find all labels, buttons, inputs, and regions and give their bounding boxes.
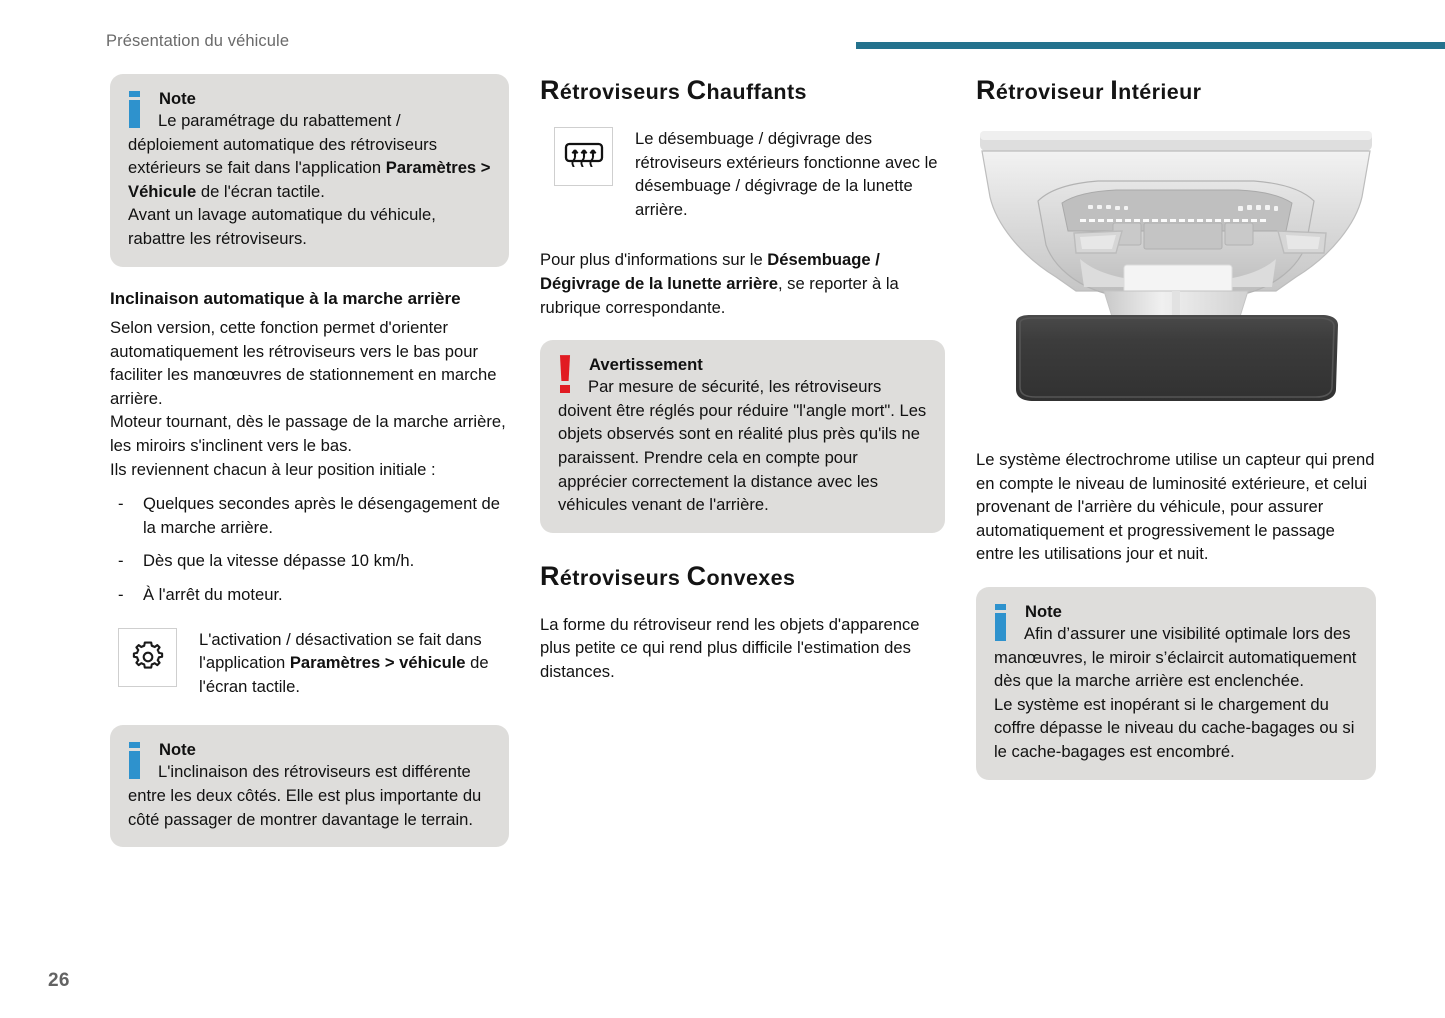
middle-column [540, 74, 945, 684]
left-column [110, 74, 509, 847]
paragraph-bold: Désembuage / Dégivrage de la lunette arrière [540, 250, 880, 293]
note-callout-tilt-difference [110, 725, 509, 847]
warning-callout-blind-spot [540, 340, 945, 533]
callout-label: Note [1025, 601, 1062, 621]
info-icon [995, 604, 1006, 641]
callout-text: L'inclinaison des rétroviseurs est différente entre les deux côtés. Elle est plus importante du côté passager de montrer davantage le terrain. [128, 762, 482, 829]
gear-icon [128, 637, 168, 677]
pictogram-text: Le désembuage / dégivrage des rétroviseurs extérieurs fonctionne avec le désembuage / dégivrage de la lunette arrière. [635, 129, 938, 219]
paragraph-electrochromic: Le système électrochrome utilise un capteur qui prend en compte le niveau de luminosité extérieure, et celui provenant de l'arrière du véhicule, pour assurer automatiquement et progressivement le passage entre les utilisations jour et nuit. [976, 450, 1375, 564]
list-item: - Dès que la vitesse dépasse 10 km/h. [110, 549, 509, 573]
pictogram-text-tail: de l'écran tactile. [199, 653, 489, 696]
right-column [976, 74, 1376, 780]
pictogram-text [199, 628, 509, 699]
note-callout-mirror-folding [110, 74, 509, 267]
pictogram-row-settings [110, 628, 509, 699]
pictogram-frame [118, 628, 177, 687]
pictogram-row-defrost [540, 127, 945, 221]
callout-text [128, 109, 491, 203]
header-title: Présentation du véhicule [106, 32, 290, 50]
pictogram-text-bold: Paramètres > véhicule [289, 653, 466, 673]
paragraph-auto-tilt-2: Moteur tournant, dès le passage de la marche arrière, les miroirs s'inclinent vers le bas. [110, 412, 506, 456]
info-icon [129, 91, 140, 128]
return-conditions-list [110, 492, 509, 606]
paragraph-part: Pour plus d'informations sur le [540, 250, 768, 270]
content-columns [110, 74, 1375, 847]
section-title-convex-mirrors: Rétroviseurs Convexes [540, 560, 796, 591]
callout-label: Avertissement [589, 355, 703, 375]
paragraph-auto-tilt-3: Ils reviennent chacun à leur position initiale : [110, 459, 436, 479]
info-icon [129, 742, 140, 779]
callout-text-bold: Paramètres > Véhicule [128, 158, 491, 201]
callout-text-part: Le paramétrage du rabattement / déploiement automatique des rétroviseurs extérieurs se fait dans l'application [128, 111, 438, 178]
list-item: - À l'arrêt du moteur. [110, 583, 509, 607]
paragraph-tail: , se reporter à la rubrique correspondante. [540, 273, 899, 317]
callout-text: Afin d’assurer une visibilité optimale lors des manœuvres, le miroir s’éclaircit automatiquement dès que la marche arrière est enclenchée. [994, 623, 1357, 691]
paragraph-defrost-reference [540, 248, 945, 319]
callout-text-2: Le système est inopérant si le chargement du coffre dépasse le niveau du cache-bagages ou si le cache-bagages est encombré. [994, 694, 1355, 761]
note-callout-visibility [976, 587, 1376, 780]
pictogram-text-part: L'activation / désactivation se fait dans l'application [199, 629, 482, 673]
mirror-figure-svg [976, 127, 1376, 437]
callout-text-2: Avant un lavage automatique du véhicule, rabattre les rétroviseurs. [128, 205, 436, 248]
header-accent-rule [856, 42, 1445, 49]
callout-label: Note [159, 89, 196, 108]
paragraph-convex: La forme du rétroviseur rend les objets d'apparence plus petite ce qui rend plus difficile l'estimation des distances. [540, 614, 920, 681]
section-title-interior-mirror: Rétroviseur Intérieur [976, 75, 1202, 105]
callout-text: Par mesure de sécurité, les rétroviseurs doivent être réglés pour réduire "l'angle mort". Les objets observés sont en réalité plus près qu'ils ne paraissent. Prendre cela en compte pour apprécier correctement la distance avec les véhicules venant de l'arrière. [558, 377, 927, 515]
pictogram-frame [554, 127, 613, 186]
callout-label: Note [159, 740, 196, 760]
list-item: - Quelques secondes après le désengagement de la marche arrière. [110, 492, 509, 539]
interior-rearview-mirror-illustration [976, 127, 1376, 437]
callout-text-tail: de l'écran tactile. [196, 181, 325, 201]
page-number: 26 [48, 970, 70, 991]
warning-icon [559, 355, 571, 393]
section-title-text: R [540, 75, 560, 105]
section-title-heated-mirrors: Rétroviseurs Chauffants [540, 75, 807, 105]
paragraph-auto-tilt-1: Selon version, cette fonction permet d'orienter automatiquement les rétroviseurs vers le bas pour faciliter les manœuvres de stationnement en marche arrière. [110, 318, 497, 408]
rear-defrost-icon [562, 138, 606, 176]
subheading-auto-tilt: Inclinaison automatique à la marche arrière [110, 288, 461, 308]
